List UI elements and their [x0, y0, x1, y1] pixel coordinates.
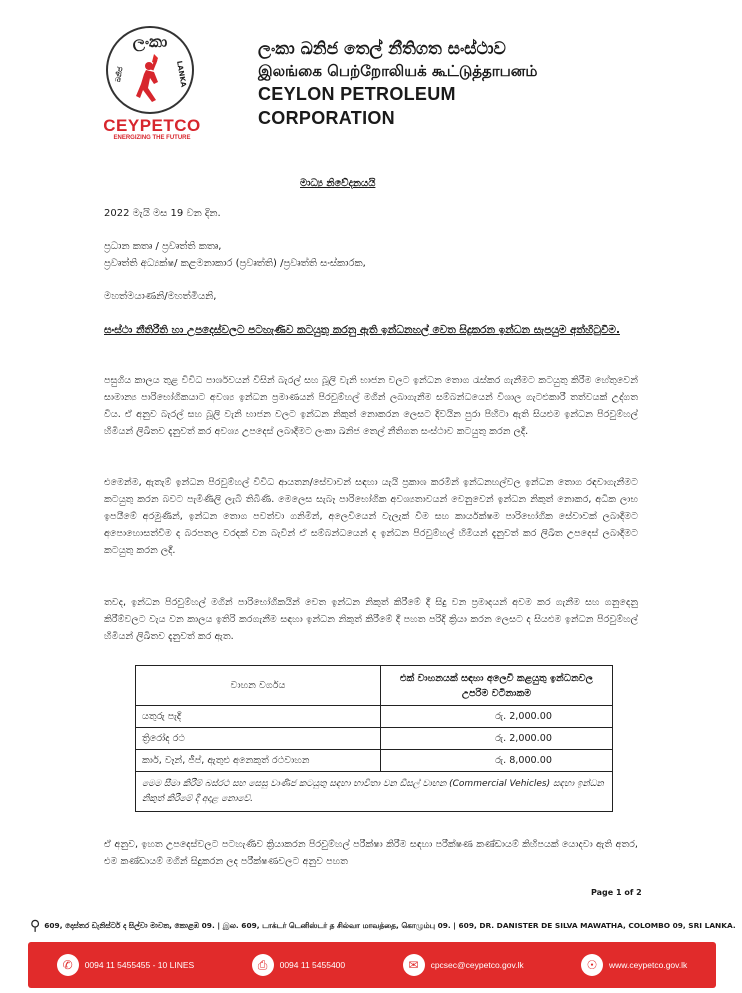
paragraph-2: එමෙන්ම, ඇතැම් ඉන්ධන පිරවුම්හල් විවිධ ආයතන/සේවාවන් සඳහා යැයි ප්‍රකාශ කරමින් ඉන්ධනහල්වල ඉන්ධන තොග රඳවාගැනීමට කටයුතු කරන බවට පැමිණිලි ලැබී තිබිණි. මෙලෙස සැබෑ පාරිභෝගික අවශ්‍යතාවයන් වෙනුවෙන් ඉන්ධන නිකුත් නොකර, අධික ලාභ ඉපයීමේ අරමුණින්, ඉන්ධන තොග පවත්වා ගනිමින්, අලෙවියෙන් වැලැක් වීම සහ කාර්යක්ෂම පාරිභෝගික සේවාවක් ලබාදීමට අපොහොසත්වීම ද බරපතල වරදක් වන බැවින් ඒ සම්බන්ධයෙන් ද ඉන්ධන පිරවුම්හල් හිමියන් දැනුවත් කර ලිඛිත උපදෙස් ලබාදීමට කටයුතු කරන ලදී. — [104, 477, 638, 556]
limit-value-cell: රු. 2,000.00 — [381, 706, 613, 728]
torch-runner-icon — [132, 52, 168, 108]
fax-text: 0094 11 5455400 — [279, 960, 346, 970]
logo-tagline: ENERGIZING THE FUTURE — [113, 135, 191, 141]
footer-contact-bar — [28, 942, 716, 988]
phone-text: 0094 11 5455455 - 10 LINES — [84, 960, 195, 970]
footer-phone — [57, 954, 194, 976]
table-header-limit: එක් වාහනයක් සඳහා අලෙවි කළයුතු ඉන්ධනවල උපරිම වටිනාකම — [381, 666, 613, 706]
table-header-row — [136, 666, 613, 706]
paragraph-3: තවද, ඉන්ධන පිරවුම්හල් මගින් පාරිභෝගිකයින් වෙත ඉන්ධන නිකුත් කිරීමේ දී සිදු වන ප්‍රමාදයන් අවම කර ගැනීම සහ ගනුදෙනු කිරීම්වලට වැය වන කාලය ඉතිරි කරගැනීම සඳහා ඉන්ධන නිකුත් කිරීමේ දී පහත පරිදි ක්‍රියා කරන ලෙසට ද සියළුම ඉන්ධන පිරවුම්හල් හිමියන් ලිඛිතව දැනුවත් කර ඇත. — [104, 597, 638, 642]
table-note: මෙම සීමා කිරීම් බස්රථ සහ සෙසු වාණිජ කටයුතු සඳහා භාවිතා වන ඩීසල් වාහන (Commercial Vehicles) සඳහා ඉන්ධන නිකුත් කිරීමේ දී අදාළ නොවේ. — [136, 772, 613, 812]
fax-icon: ⎙ — [252, 954, 274, 976]
email-text[interactable]: cpcsec@ceypetco.gov.lk — [430, 960, 524, 970]
page-number: Page 1 of 2 — [591, 888, 642, 897]
logo-brand: CEYPETCO — [103, 116, 201, 135]
paragraph-4: ඒ අනුව, ඉහත උපදෙස්වලට පටහැණිව ක්‍රියාකරන පිරවුම්හල් පරීක්ෂා කිරීම සඳහා පරීක්ෂණ කණ්ඩායම් කිහිපයක් යොදවා ඇති අතර, එම කණ්ඩායම් මගින් සිදුකරන ලද පරීක්ෂණවලට අනුව පහත — [104, 839, 638, 867]
fuel-limit-table — [135, 665, 613, 812]
table-header-vehicle: වාහන වර්ගය — [136, 666, 381, 706]
subject-line: සංස්ථා නීතිරීති හා උපදෙස්වලට පටහැණිව කටයුතු කරනු ඇති ඉන්ධනහල් වෙත සිදුකරන ඉන්ධන සැපයුම අත්හිටුවීම. — [104, 324, 620, 336]
salutation: මහත්මයාණනි/මහත්මියනි, — [104, 291, 217, 302]
table-row — [136, 750, 613, 772]
org-name-tamil: இலங்கை பெற்றோலியக் கூட்டுத்தாபனம் — [258, 62, 538, 80]
addressee-line-2: ප්‍රවෘත්ති අධ්‍යක්ෂ/ කළමනාකාර (ප්‍රවෘත්ති) /ප්‍රවෘත්ති සංස්කාරක, — [104, 258, 366, 269]
globe-icon: ☉ — [581, 954, 603, 976]
web-text[interactable]: www.ceypetco.gov.lk — [609, 960, 688, 970]
addressee — [104, 238, 366, 272]
table-row — [136, 728, 613, 750]
email-icon: ✉ — [403, 954, 425, 976]
footer-fax — [252, 954, 346, 976]
org-name-english: CEYLON PETROLEUM CORPORATION — [258, 84, 456, 128]
location-pin-icon: ⚲ — [30, 918, 41, 934]
vehicle-type-cell: යතුරු පැදි — [136, 706, 381, 728]
limit-value-cell: රු. 8,000.00 — [381, 750, 613, 772]
phone-icon: ✆ — [57, 954, 79, 976]
logo-top-text: ලංකා — [132, 32, 168, 51]
vehicle-type-cell: ත්‍රිරෝද රථ — [136, 728, 381, 750]
logo-left-text: ඛනිජ — [113, 66, 125, 83]
table-row — [136, 706, 613, 728]
addressee-line-1: ප්‍රධාන කතෘ / ප්‍රවෘත්ති කතෘ, — [104, 241, 222, 252]
logo-right-text: LANKA — [175, 60, 188, 88]
org-name-sinhala: ලංකා ඛනිජ තෙල් නීතිගත සංස්ථාව — [258, 39, 506, 59]
document-date: 2022 මැයි මස 19 වන දින. — [104, 208, 221, 219]
vehicle-type-cell: කාර්, වෑන්, ජීප්, ඇතුළු අනෙකුත් රථවාහන — [136, 750, 381, 772]
footer-address — [30, 918, 736, 934]
footer-web[interactable] — [581, 954, 687, 976]
paragraph-1: පසුගිය කාලය තුළ විවිධ පාර්ශවයන් විසින් බැරල් සහ බූලි වැනි භාජන වලට ඉන්ධන තොග රැස්කර ගැනීමට කටයුතු කිරීම හේතුවෙන් සාමාන්‍ය පාරිභෝගිකයාට අවශ්‍ය ඉන්ධන ප්‍රමාණයන් පිරවුම්හල් මගින් ලබාගැනීම සම්බන්ධයෙන් විශාල ගැටළුකාරී තත්වයක් උද්ගත විය. ඒ අනුව බැරල් සහ බූලි වැනි භාජන වලට ඉන්ධන නිකුත් නොකරන ලෙසට දිවයින පුරා පිහිටා ඇති සියළුම ඉන්ධන පිරවුම්හල් හිමියන් ලිඛිතව දැනුවත් කර අවශ්‍ය උපදෙස් ලබාදීමට ලංකා ඛනිජ තෙල් නීතිගත සංස්ථාව කටයුතු කරන ලදී. — [104, 375, 638, 437]
organization-name — [258, 38, 578, 130]
table-note-row — [136, 772, 613, 812]
document-title: මාධ්‍ය නිවේදනයයි — [300, 178, 376, 189]
footer-address-text: 609, දොස්තර ඩැනිස්ටර් ද සිල්වා මාවත, කොළඹ 09. | இல. 609, டாக்டர் டெனிஸ்டர் த சில்வா மாவத்தை, கொழும்பு 09. | 609, DR. DANISTER DE SILVA MAWATHA, COLOMBO 09, SRI LANKA. — [44, 921, 736, 930]
limit-value-cell: රු. 2,000.00 — [381, 728, 613, 750]
footer-email[interactable] — [403, 954, 524, 976]
ceypetco-logo — [102, 26, 202, 144]
